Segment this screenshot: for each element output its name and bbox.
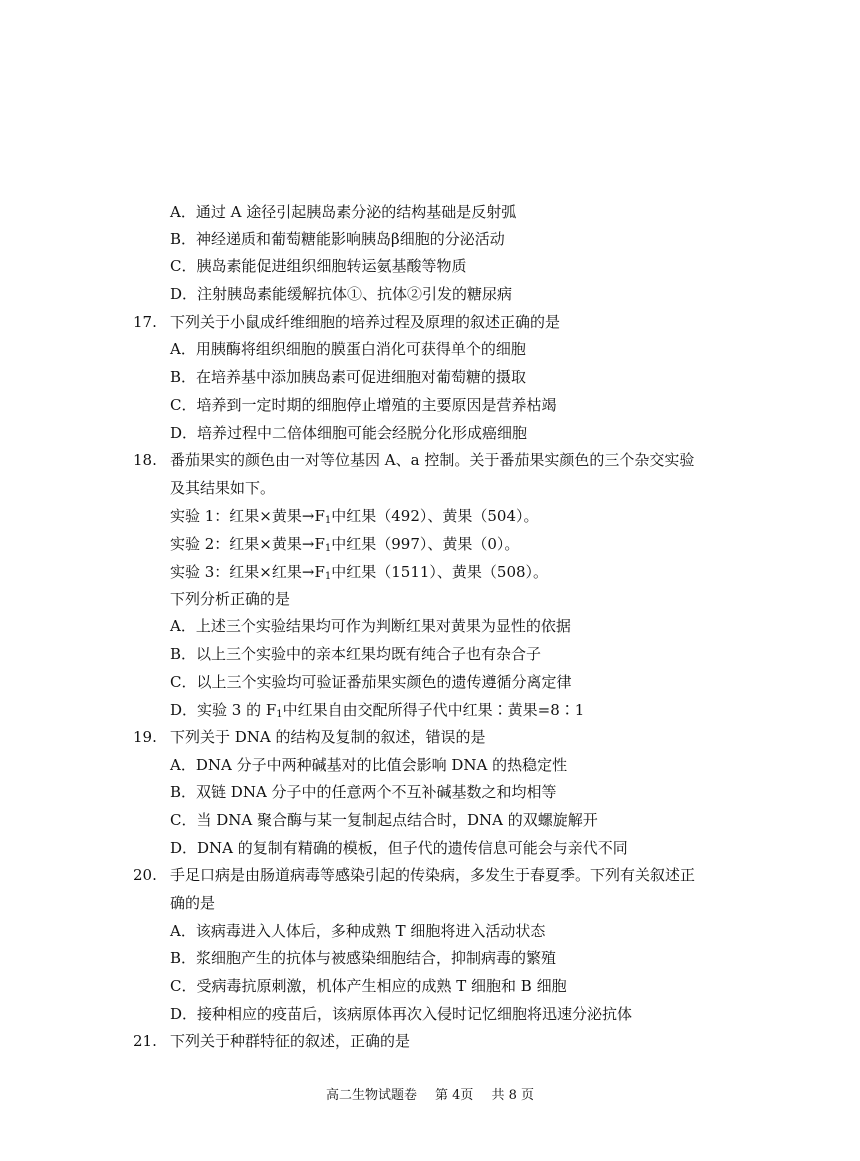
q19-stem: 下列关于 DNA 的结构及复制的叙述，错误的是	[170, 728, 486, 746]
footer-title: 高二生物试题卷	[326, 1088, 418, 1103]
q21-stem: 下列关于种群特征的叙述，正确的是	[170, 1032, 411, 1050]
q20-option-b: B．浆细胞产生的抗体与被感染细胞结合，抑制病毒的繁殖	[170, 949, 557, 967]
q20-option-c: C．受病毒抗原刺激，机体产生相应的成熟 T 细胞和 B 细胞	[170, 977, 567, 995]
q18-stem-line-2: 及其结果如下。	[170, 479, 276, 497]
subscript: 1	[324, 543, 332, 554]
option-text: 中红果自由交配所得子代中红果∶黄果=8∶1	[282, 701, 585, 719]
experiment-text: 实验 1：红果×黄果→F	[170, 507, 325, 525]
q20-option-a: A．该病毒进入人体后，多种成熟 T 细胞将进入活动状态	[170, 922, 546, 940]
q19-option-d: D．DNA 的复制有精确的模板，但子代的遗传信息可能会与亲代不同	[170, 839, 628, 857]
experiment-result: 中红果（492）、黄果（504）。	[331, 507, 539, 525]
q19-option-c: C．当 DNA 聚合酶与某一复制起点结合时，DNA 的双螺旋解开	[170, 811, 598, 829]
q17-option-c: C．培养到一定时期的细胞停止增殖的主要原因是营养枯竭	[170, 396, 557, 414]
footer-page-number: 第 4页	[435, 1088, 474, 1103]
page-footer	[0, 1083, 860, 1109]
q18-option-b: B．以上三个实验中的亲本红果均既有纯合子也有杂合子	[170, 645, 542, 663]
q18-experiment-3	[0, 558, 860, 586]
q18-option-d	[0, 696, 860, 724]
q18-option-a: A．上述三个实验结果均可作为判断红果对黄果为显性的依据	[170, 617, 571, 635]
q19-option-a: A．DNA 分子中两种碱基对的比值会影响 DNA 的热稳定性	[170, 756, 568, 774]
question-number: 18.	[133, 451, 157, 469]
q18-stem-1: 番茄果实的颜色由一对等位基因 A、a 控制。关于番茄果实颜色的三个杂交实验	[170, 451, 695, 469]
q21-stem-line	[0, 1027, 860, 1055]
q17-option-b: B．在培养基中添加胰岛素可促进细胞对葡萄糖的摄取	[170, 368, 527, 386]
q16-option-b: B．神经递质和葡萄糖能影响胰岛β细胞的分泌活动	[170, 230, 505, 248]
q18-option-c: C．以上三个实验均可验证番茄果实颜色的遗传遵循分离定律	[170, 673, 572, 691]
q18-prompt: 下列分析正确的是	[170, 590, 291, 608]
experiment-text: 实验 2：红果×黄果→F	[170, 535, 325, 553]
q18-experiment-1	[0, 502, 860, 530]
question-number: 21.	[133, 1032, 157, 1050]
subscript: 1	[276, 709, 283, 720]
q18-experiment-2	[0, 530, 860, 558]
q19-option-b: B．双链 DNA 分子中的任意两个不互补碱基数之和均相等	[170, 783, 557, 801]
q17-option-a: A．用胰酶将组织细胞的膜蛋白消化可获得单个的细胞	[170, 340, 526, 358]
q16-option-d: D．注射胰岛素能缓解抗体①、抗体②引发的糖尿病	[170, 285, 513, 303]
experiment-text: 实验 3：红果×红果→F	[170, 563, 325, 581]
q16-option-a: A．通过 A 途径引起胰岛素分泌的结构基础是反射弧	[170, 203, 517, 221]
experiment-result: 中红果（1511）、黄果（508）。	[331, 563, 549, 581]
option-text: D．实验 3 的 F	[170, 701, 277, 719]
q20-option-d: D．接种相应的疫苗后，该病原体再次入侵时记忆细胞将迅速分泌抗体	[170, 1005, 633, 1023]
q20-stem-line-1	[0, 861, 860, 889]
question-number: 19.	[133, 728, 157, 746]
q17-stem-line	[0, 308, 860, 336]
subscript: 1	[324, 571, 332, 582]
question-number: 17.	[133, 313, 157, 331]
footer-total-pages: 共 8 页	[491, 1088, 534, 1103]
question-number: 20.	[133, 866, 157, 884]
q16-option-c: C．胰岛素能促进组织细胞转运氨基酸等物质	[170, 257, 467, 275]
q17-stem: 下列关于小鼠成纤维细胞的培养过程及原理的叙述正确的是	[170, 313, 561, 331]
q20-stem-1: 手足口病是由肠道病毒等感染引起的传染病，多发生于春夏季。下列有关叙述正	[170, 866, 696, 884]
q17-option-d: D．培养过程中二倍体细胞可能会经脱分化形成癌细胞	[170, 424, 528, 442]
q18-stem-line-1	[0, 446, 860, 474]
subscript: 1	[324, 515, 332, 526]
q19-stem-line	[0, 723, 860, 751]
q20-stem-line-2: 确的是	[170, 894, 216, 912]
experiment-result: 中红果（997）、黄果（0）。	[331, 535, 520, 553]
